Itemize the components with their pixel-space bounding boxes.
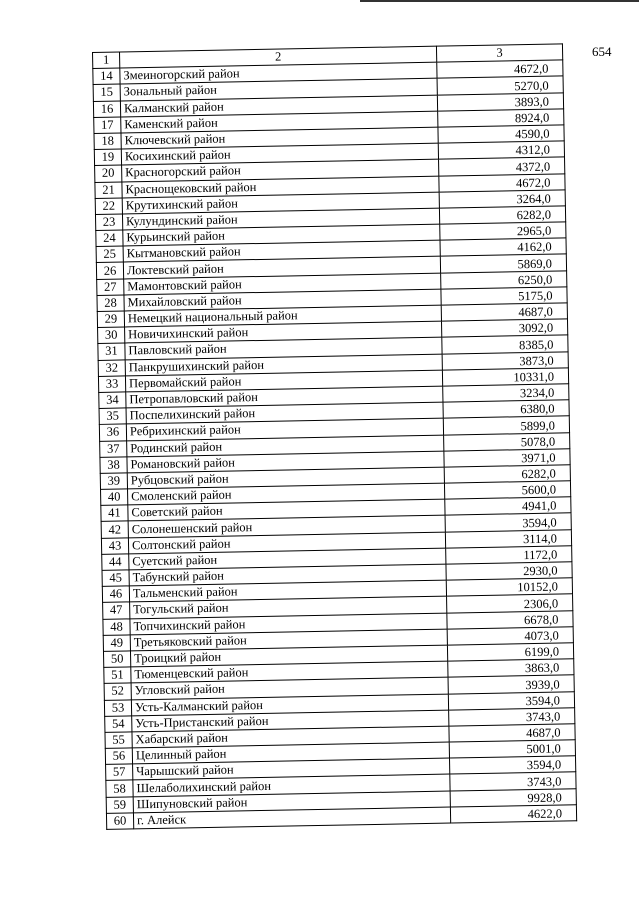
district-name: Советский район bbox=[128, 499, 445, 521]
district-value: 8924,0 bbox=[438, 109, 564, 127]
district-value: 6199,0 bbox=[447, 643, 573, 661]
district-value: 3264,0 bbox=[439, 190, 565, 208]
district-value: 1172,0 bbox=[446, 546, 572, 564]
row-number: 30 bbox=[98, 327, 125, 344]
row-number: 20 bbox=[95, 165, 122, 182]
row-number: 19 bbox=[94, 149, 121, 166]
row-number: 52 bbox=[104, 683, 131, 700]
district-value: 4312,0 bbox=[438, 141, 564, 159]
district-value: 3594,0 bbox=[450, 756, 576, 774]
district-name: Михайловский район bbox=[124, 289, 441, 311]
district-name: Ключевский район bbox=[121, 127, 438, 149]
row-number: 31 bbox=[98, 343, 125, 360]
district-name: Косихинский район bbox=[121, 143, 438, 165]
district-value: 4162,0 bbox=[440, 238, 566, 256]
district-value: 5600,0 bbox=[444, 481, 570, 499]
district-value: 4590,0 bbox=[438, 125, 564, 143]
district-name: Третьяковский район bbox=[130, 629, 447, 651]
district-name: Крутихинский район bbox=[122, 192, 439, 214]
district-name: Петропавловский район bbox=[126, 386, 443, 408]
district-name: Калманский район bbox=[120, 95, 437, 117]
district-value: 4941,0 bbox=[445, 497, 571, 515]
row-number: 32 bbox=[98, 360, 125, 377]
district-name: Тальменский район bbox=[129, 580, 446, 602]
district-value: 4687,0 bbox=[449, 724, 575, 742]
district-name: г. Алейск bbox=[133, 807, 450, 829]
row-number: 44 bbox=[102, 554, 129, 571]
district-name: Красногорский район bbox=[122, 159, 439, 181]
district-value: 3234,0 bbox=[443, 384, 569, 402]
district-value: 4622,0 bbox=[450, 805, 576, 823]
district-name: Павловский район bbox=[125, 338, 442, 360]
row-number: 46 bbox=[102, 586, 129, 603]
district-value: 9928,0 bbox=[450, 788, 576, 806]
district-name: Табунский район bbox=[129, 564, 446, 586]
district-name: Усть-Пристанский район bbox=[132, 710, 449, 732]
district-value: 4687,0 bbox=[441, 303, 567, 321]
row-number: 53 bbox=[104, 699, 131, 716]
row-number: 16 bbox=[93, 101, 120, 118]
district-name: Панкрушихинский район bbox=[125, 354, 442, 376]
district-name: Хабарский район bbox=[132, 726, 449, 748]
district-value: 6250,0 bbox=[441, 270, 567, 288]
row-number: 29 bbox=[97, 311, 124, 328]
header-col-2: 2 bbox=[120, 46, 437, 68]
district-name: Рубцовский район bbox=[127, 467, 444, 489]
row-number: 57 bbox=[106, 764, 133, 781]
document-sheet bbox=[92, 43, 576, 829]
districts-table bbox=[92, 43, 577, 830]
district-name: Зональный район bbox=[120, 79, 437, 101]
row-number: 21 bbox=[95, 181, 122, 198]
row-number: 28 bbox=[97, 295, 124, 312]
district-name: Кулундинский район bbox=[122, 208, 439, 230]
district-name: Топчихинский район bbox=[130, 613, 447, 635]
district-name: Каменский район bbox=[121, 111, 438, 133]
district-value: 2930,0 bbox=[446, 562, 572, 580]
row-number: 35 bbox=[99, 408, 126, 425]
district-name: Шелаболихинский район bbox=[133, 775, 450, 797]
district-value: 3594,0 bbox=[445, 513, 571, 531]
district-name: Суетский район bbox=[129, 548, 446, 570]
row-number: 43 bbox=[101, 538, 128, 555]
row-number: 14 bbox=[93, 68, 120, 85]
district-value: 5899,0 bbox=[443, 416, 569, 434]
row-number: 17 bbox=[94, 117, 121, 134]
row-number: 15 bbox=[93, 84, 120, 101]
row-number: 54 bbox=[105, 716, 132, 733]
row-number: 40 bbox=[101, 489, 128, 506]
district-value: 4372,0 bbox=[439, 157, 565, 175]
row-number: 33 bbox=[98, 376, 125, 393]
district-name: Локтевский район bbox=[123, 257, 440, 279]
row-number: 51 bbox=[104, 667, 131, 684]
district-value: 3863,0 bbox=[448, 659, 574, 677]
district-value: 3092,0 bbox=[441, 319, 567, 337]
district-name: Чарышский район bbox=[133, 758, 450, 780]
district-value: 2306,0 bbox=[447, 594, 573, 612]
top-edge-rule bbox=[360, 0, 639, 2]
row-number: 27 bbox=[97, 279, 124, 296]
district-name: Тогульский район bbox=[130, 596, 447, 618]
district-name: Ребрихинский район bbox=[126, 418, 443, 440]
district-name: Змеиногорский район bbox=[120, 62, 437, 84]
district-name: Солтонский район bbox=[128, 532, 445, 554]
district-value: 5078,0 bbox=[444, 432, 570, 450]
header-col-1: 1 bbox=[93, 52, 120, 69]
row-number: 25 bbox=[96, 246, 123, 263]
district-value: 5270,0 bbox=[437, 76, 563, 94]
row-number: 39 bbox=[100, 473, 127, 490]
row-number: 55 bbox=[105, 732, 132, 749]
district-name: Шипуновский район bbox=[133, 791, 450, 813]
district-name: Немецкий национальный район bbox=[124, 305, 441, 327]
district-value: 3743,0 bbox=[450, 772, 576, 790]
district-name: Новичихинский район bbox=[125, 321, 442, 343]
district-name: Усть-Калманский район bbox=[131, 694, 448, 716]
district-name: Краснощековский район bbox=[122, 176, 439, 198]
row-number: 50 bbox=[103, 651, 130, 668]
district-name: Родинский район bbox=[127, 435, 444, 457]
district-value: 10331,0 bbox=[442, 368, 568, 386]
row-number: 42 bbox=[101, 521, 128, 538]
district-name: Поспелихинский район bbox=[126, 402, 443, 424]
district-name: Угловский район bbox=[131, 677, 448, 699]
row-number: 48 bbox=[103, 618, 130, 635]
row-number: 45 bbox=[102, 570, 129, 587]
district-value: 8385,0 bbox=[442, 335, 568, 353]
district-value: 6678,0 bbox=[447, 610, 573, 628]
district-name: Первомайский район bbox=[125, 370, 442, 392]
district-name: Курьинский район bbox=[123, 224, 440, 246]
district-name: Кытмановский район bbox=[123, 240, 440, 262]
district-value: 6282,0 bbox=[439, 206, 565, 224]
row-number: 49 bbox=[103, 635, 130, 652]
district-value: 3743,0 bbox=[449, 707, 575, 725]
district-value: 3939,0 bbox=[448, 675, 574, 693]
district-name: Целинный район bbox=[132, 742, 449, 764]
district-name: Тюменцевский район bbox=[131, 661, 448, 683]
row-number: 23 bbox=[95, 214, 122, 231]
district-value: 3893,0 bbox=[437, 92, 563, 110]
row-number: 41 bbox=[101, 505, 128, 522]
district-value: 5001,0 bbox=[449, 740, 575, 758]
district-value: 10152,0 bbox=[446, 578, 572, 596]
district-value: 3971,0 bbox=[444, 448, 570, 466]
row-number: 34 bbox=[99, 392, 126, 409]
district-name: Романовский район bbox=[127, 451, 444, 473]
district-value: 2965,0 bbox=[440, 222, 566, 240]
district-value: 6380,0 bbox=[443, 400, 569, 418]
district-value: 3594,0 bbox=[448, 691, 574, 709]
row-number: 58 bbox=[106, 780, 133, 797]
row-number: 18 bbox=[94, 133, 121, 150]
district-value: 4073,0 bbox=[447, 627, 573, 645]
row-number: 22 bbox=[95, 198, 122, 215]
row-number: 26 bbox=[96, 262, 123, 279]
row-number: 37 bbox=[100, 440, 127, 457]
header-col-3: 3 bbox=[436, 44, 562, 62]
district-value: 4672,0 bbox=[439, 173, 565, 191]
district-value: 6282,0 bbox=[444, 465, 570, 483]
row-number: 59 bbox=[106, 796, 133, 813]
district-value: 5869,0 bbox=[440, 254, 566, 272]
district-value: 3873,0 bbox=[442, 351, 568, 369]
district-name: Мамонтовский район bbox=[124, 273, 441, 295]
district-value: 4672,0 bbox=[437, 60, 563, 78]
row-number: 36 bbox=[99, 424, 126, 441]
page-number: 654 bbox=[592, 44, 612, 59]
district-name: Смоленский район bbox=[128, 483, 445, 505]
district-name: Троицкий район bbox=[130, 645, 447, 667]
row-number: 47 bbox=[103, 602, 130, 619]
row-number: 24 bbox=[96, 230, 123, 247]
row-number: 38 bbox=[100, 457, 127, 474]
district-name: Солонешенский район bbox=[128, 516, 445, 538]
row-number: 60 bbox=[106, 813, 133, 830]
district-value: 3114,0 bbox=[445, 529, 571, 547]
row-number: 56 bbox=[105, 748, 132, 765]
district-value: 5175,0 bbox=[441, 287, 567, 305]
